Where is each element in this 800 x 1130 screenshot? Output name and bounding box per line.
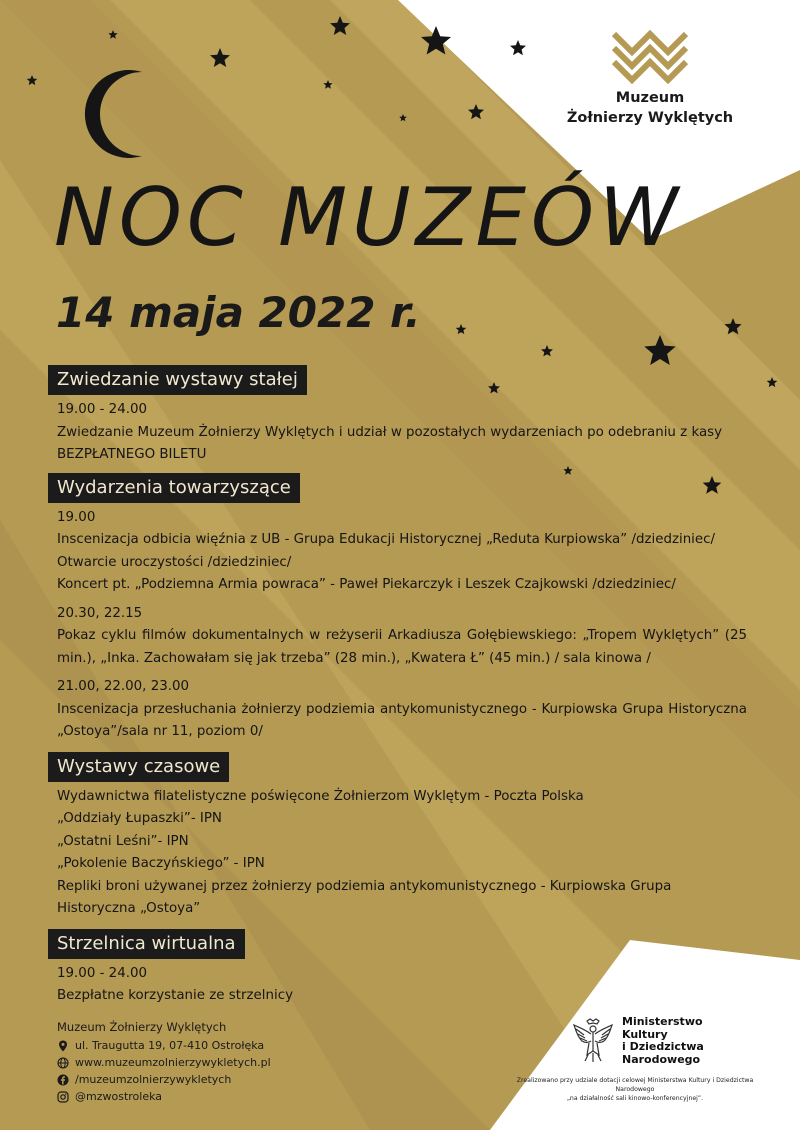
section-heading-temporary: Wystawy czasowe bbox=[48, 752, 229, 782]
event-date: 14 maja 2022 r. bbox=[56, 288, 421, 337]
museum-logo-line1: Muzeum bbox=[615, 90, 685, 106]
ministry-funding-note bbox=[505, 1076, 765, 1103]
ministry-name bbox=[622, 1016, 704, 1066]
ministry-logo bbox=[572, 1016, 704, 1066]
star-icon bbox=[510, 40, 526, 55]
crescent-moon-icon bbox=[85, 70, 142, 158]
globe-icon bbox=[57, 1057, 69, 1069]
shooting-time: 19.00 - 24.00 bbox=[57, 965, 148, 981]
temporary-item: „Oddziały Łupaszki”- IPN bbox=[57, 811, 222, 826]
ministry-name-line4: Narodowego bbox=[622, 1052, 701, 1066]
star-icon bbox=[724, 318, 741, 334]
star-icon bbox=[767, 377, 778, 387]
ministry-note-line2: „na działalność sali kinowo-konferencyjnej”. bbox=[566, 1095, 704, 1102]
events-block1-line3: Koncert pt. „Podziemna Armia powraca” - Paweł Piekarczyk i Leszek Czajkowski /dziedziniec/ bbox=[57, 577, 676, 592]
temporary-item: „Ostatni Leśni”- IPN bbox=[57, 833, 189, 849]
section-heading-permanent: Zwiedzanie wystawy stałej bbox=[48, 365, 307, 395]
star-icon bbox=[541, 345, 553, 356]
footer-website-link[interactable]: www.muzeumzolnierzywykletych.pl bbox=[75, 1056, 271, 1069]
events-block2-text: Pokaz cyklu filmów dokumentalnych w reżyserii Arkadiusza Gołębiewskiego: „Tropem Wyklętych” (25 min.), „Inka. Zachowałam się jak trzeba” (28 min.), „Kwatera Ł” (45 min.) / sala kinowa / bbox=[57, 628, 747, 666]
permanent-free-ticket: BEZPŁATNEGO BILETU bbox=[57, 447, 207, 462]
star-icon bbox=[330, 16, 350, 35]
footer-org-name: Muzeum Żołnierzy Wyklętych bbox=[57, 1020, 227, 1034]
section-heading-shooting: Strzelnica wirtualna bbox=[48, 929, 245, 959]
section-heading-events: Wydarzenia towarzyszące bbox=[48, 473, 300, 503]
temporary-item: Wydawnictwa filatelistyczne poświęcone Żołnierzom Wyklętym - Poczta Polska bbox=[57, 788, 584, 804]
events-block1-line1: Inscenizacja odbicia więźnia z UB - Grupa Edukacji Historycznej „Reduta Kurpiowska” /dziedziniec/ bbox=[57, 532, 716, 547]
temporary-item: „Pokolenie Baczyńskiego” - IPN bbox=[57, 856, 265, 871]
program-content bbox=[57, 365, 747, 1008]
star-icon bbox=[421, 26, 451, 55]
footer-facebook-link[interactable]: /muzeumzolnierzywykletych bbox=[75, 1073, 232, 1086]
museum-logo-mark-icon bbox=[610, 30, 690, 84]
ministry-name-line2: Kultury bbox=[622, 1027, 668, 1041]
footer-contact bbox=[57, 1019, 271, 1105]
permanent-text: Zwiedzanie Muzeum Żołnierzy Wyklętych i udział w pozostałych wydarzeniach po odebraniu z kasy bbox=[57, 424, 723, 440]
museum-logo-line2: Żołnierzy Wyklętych bbox=[566, 110, 734, 126]
events-block3-time: 21.00, 22.00, 23.00 bbox=[57, 679, 190, 694]
star-icon bbox=[399, 114, 407, 121]
museum-logo bbox=[560, 30, 740, 128]
star-icon bbox=[108, 30, 117, 39]
events-block3-text: Inscenizacja przesłuchania żołnierzy podziemia antykomunistycznego - Kurpiowska Grupa Historyczna „Ostoya”/sala nr 11, poziom 0/ bbox=[57, 701, 747, 739]
page-title: NOC MUZEÓW bbox=[54, 171, 684, 264]
events-block2-time: 20.30, 22.15 bbox=[57, 605, 143, 621]
star-icon bbox=[456, 324, 467, 334]
star-icon bbox=[468, 104, 484, 119]
ministry-name-line1: Ministerstwo bbox=[622, 1015, 703, 1028]
ministry-name-line3: i Dziedzictwa bbox=[622, 1040, 704, 1053]
temporary-item: Repliki broni używanej przez żołnierzy podziemia antykomunistycznego - Kurpiowska Grupa Historyczna „Ostoya” bbox=[57, 878, 672, 916]
star-icon bbox=[27, 75, 38, 85]
permanent-time: 19.00 - 24.00 bbox=[57, 402, 148, 417]
instagram-icon bbox=[57, 1091, 69, 1103]
ministry-note-line1: Zrealizowano przy udziale dotacji celowej Ministerstwa Kultury i Dziedzictwa Narodowego bbox=[516, 1077, 754, 1093]
events-block1-time: 19.00 bbox=[57, 509, 96, 525]
star-icon bbox=[210, 48, 230, 67]
star-icon bbox=[644, 335, 675, 365]
footer-instagram-link[interactable]: @mzwostroleka bbox=[75, 1090, 163, 1103]
facebook-icon bbox=[57, 1074, 69, 1086]
star-icon bbox=[323, 80, 332, 89]
events-block1-line2: Otwarcie uroczystości /dziedziniec/ bbox=[57, 554, 292, 570]
shooting-text: Bezpłatne korzystanie ze strzelnicy bbox=[57, 988, 293, 1003]
location-pin-icon bbox=[57, 1040, 69, 1052]
footer-address: ul. Traugutta 19, 07-410 Ostrołęka bbox=[75, 1039, 265, 1052]
eagle-emblem-icon bbox=[572, 1017, 614, 1065]
